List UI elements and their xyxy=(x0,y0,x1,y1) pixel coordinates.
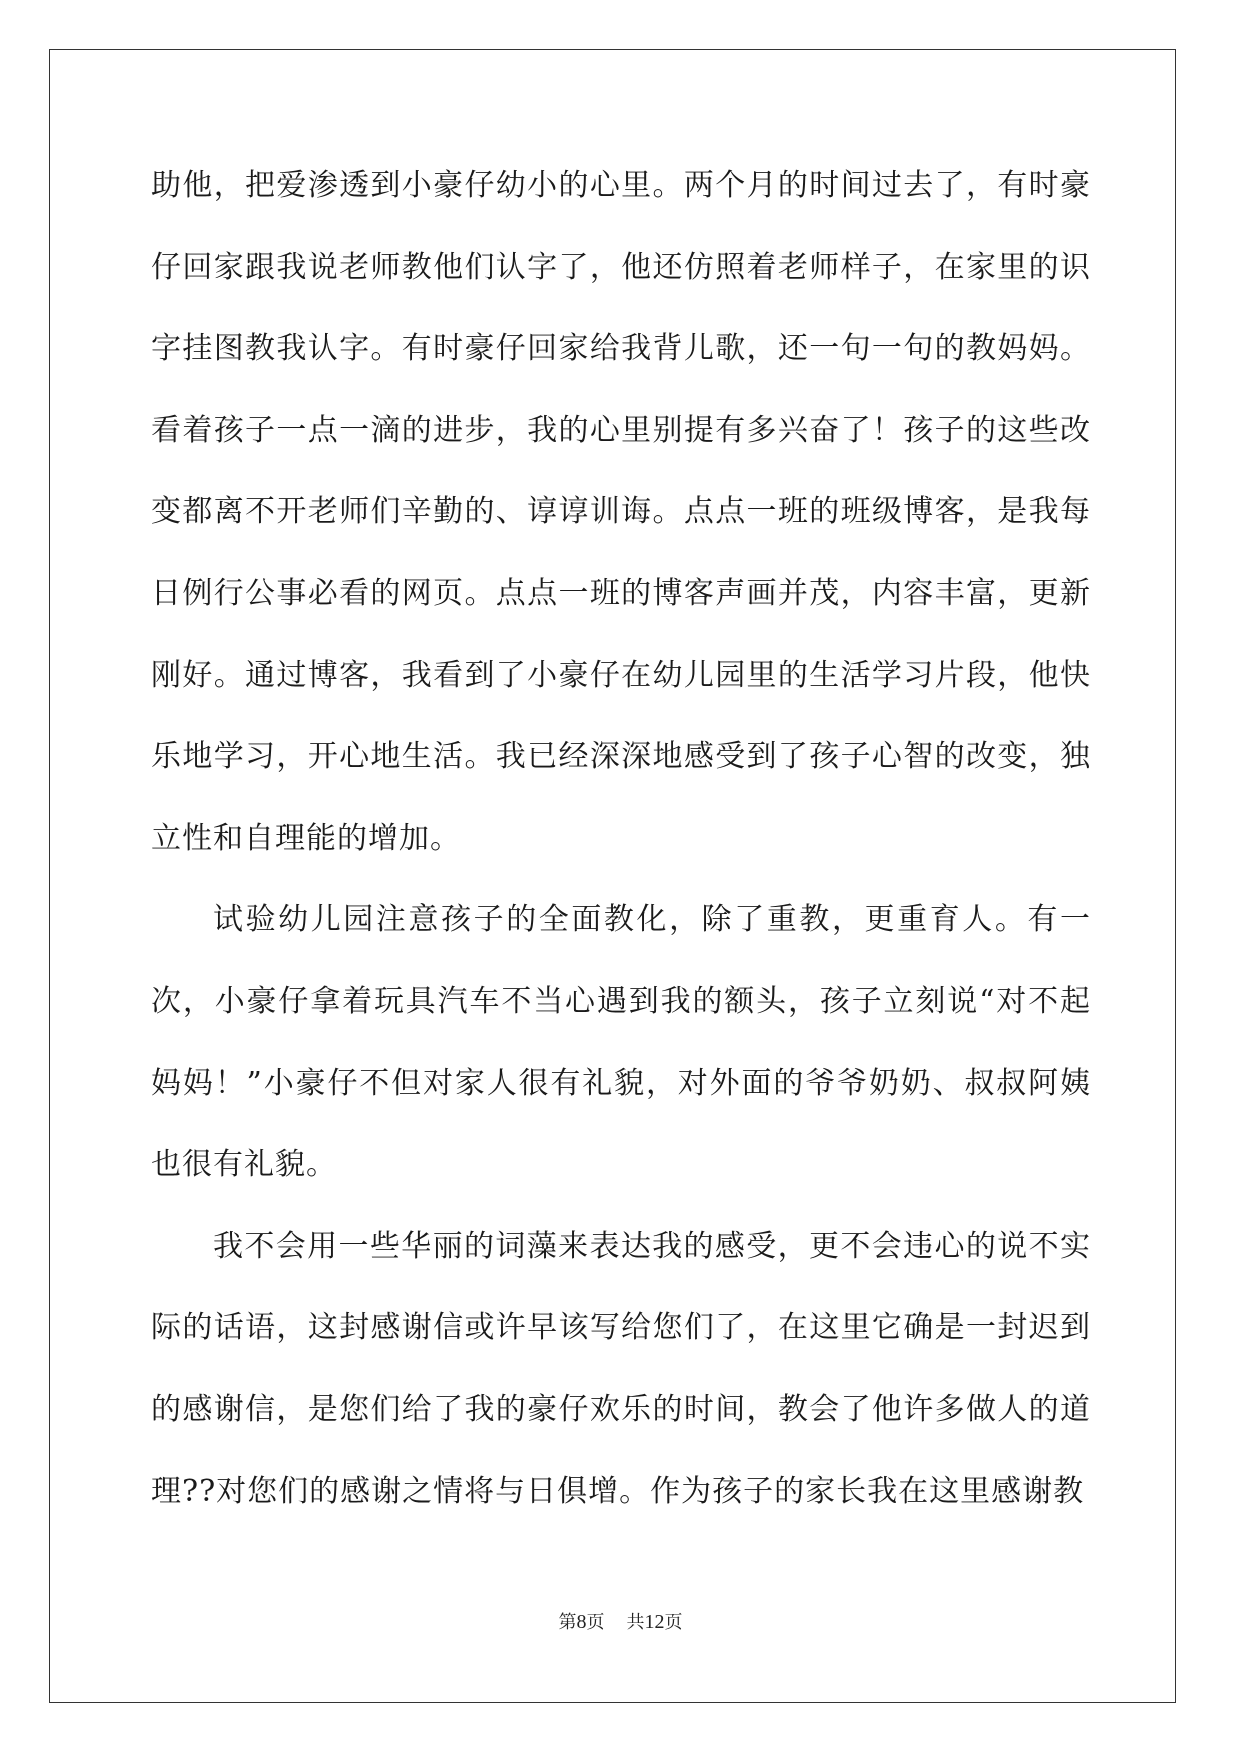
footer-total-prefix: 共 xyxy=(626,1612,645,1633)
paragraph-2: 试验幼儿园注意孩子的全面教化，除了重教，更重育人。有一次，小豪仔拿着玩具汽车不当心遇到我的额头，孩子立刻说“对不起妈妈！”小豪仔不但对家人很有礼貌，对外面的爷爷奶奶、叔叔阿姨也很有礼貌。 xyxy=(151,902,1091,1183)
footer-page-mid: 页 xyxy=(586,1612,605,1633)
footer-page-total: 12 xyxy=(644,1611,665,1633)
footer-total-suffix: 页 xyxy=(664,1612,683,1633)
paragraph-1: 助他，把爱渗透到小豪仔幼小的心里。两个月的时间过去了，有时豪仔回家跟我说老师教他们认字了，他还仿照着老师样子，在家里的识字挂图教我认字。有时豪仔回家给我背儿歌，还一句一句的教妈妈。看着孩子一点一滴的进步，我的心里别提有多兴奋了！孩子的这些改变都离不开老师们辛勤的、谆谆训诲。点点一班的班级博客，是我每日例行公事必看的网页。点点一班的博客声画并茂，内容丰富，更新刚好。通过博客，我看到了小豪仔在幼儿园里的生活学习片段，他快乐地学习，开心地生活。我已经深深地感受到了孩子心智的改变，独立性和自理能的增加。 xyxy=(151,168,1091,856)
footer-page-current: 8 xyxy=(576,1611,587,1633)
page-footer xyxy=(0,1608,1241,1634)
footer-page-prefix: 第 xyxy=(558,1612,577,1633)
document-body xyxy=(151,145,1091,1532)
paragraph-3: 我不会用一些华丽的词藻来表达我的感受，更不会违心的说不实际的话语，这封感谢信或许早该写给您们了，在这里它确是一封迟到的感谢信，是您们给了我的豪仔欢乐的时间，教会了他许多做人的道理??对您们的感谢之情将与日俱增。作为孩子的家长我在这里感谢教 xyxy=(151,1228,1091,1509)
